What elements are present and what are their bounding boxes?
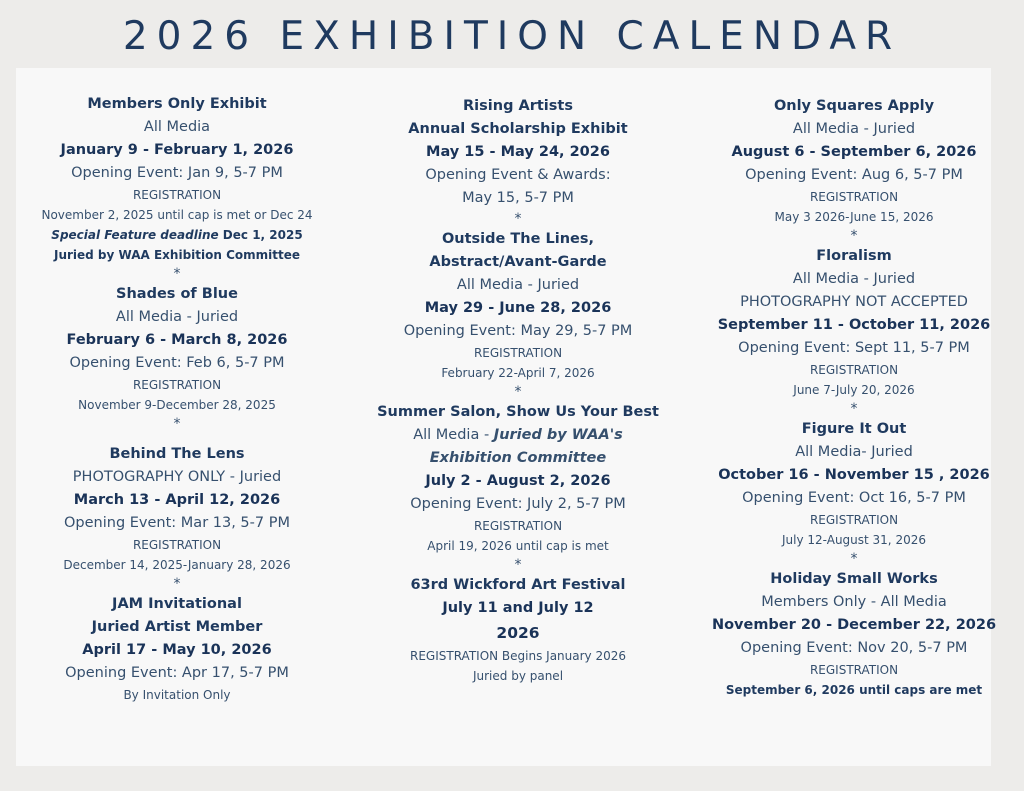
event-detail: Opening Event: Jan 9, 5-7 PM [71,165,283,181]
page-title: 2026 EXHIBITION CALENDAR [122,14,902,59]
event-title: Summer Salon, Show Us Your Best [377,404,659,420]
event-text-part: Juried by WAA's [493,427,623,443]
calendar-column-1 [16,93,338,705]
event-dates: April 17 - May 10, 2026 [82,642,272,658]
event-note: REGISTRATION [809,663,899,677]
event-dates: October 16 - November 15 , 2026 [718,467,990,483]
event-detail: All Media - Juried [456,277,580,293]
event-detail: All Media - Juried [115,309,239,325]
event-detail [353,424,683,447]
event-text-part: All Media - [413,427,494,443]
event-rising-artists [353,95,683,228]
event-note: REGISTRATION [809,513,899,527]
event-detail: PHOTOGRAPHY NOT ACCEPTED [740,294,968,310]
event-detail: Opening Event: Apr 17, 5-7 PM [65,665,289,681]
event-note: June 7-July 20, 2026 [793,383,915,397]
separator-asterisk: * [514,211,522,227]
event-title: Shades of Blue [116,286,238,302]
event-dates: July 11 and July 12 [442,600,594,616]
separator-asterisk: * [850,401,858,417]
calendar-column-3 [689,95,1019,700]
event-title: Behind The Lens [109,446,245,462]
event-detail: All Media - Juried [792,271,916,287]
event-dates: August 6 - September 6, 2026 [731,144,977,160]
event-dates: September 11 - October 11, 2026 [717,317,991,333]
event-detail: PHOTOGRAPHY ONLY - Juried [72,469,282,485]
event-title: Abstract/Avant-Garde [429,254,607,270]
event-note: REGISTRATION [132,538,222,552]
event-note: By Invitation Only [123,688,231,702]
event-title: Figure It Out [801,421,907,437]
spacer [16,433,338,443]
event-title: Holiday Small Works [770,571,938,587]
separator-asterisk: * [173,266,181,282]
event-note: November 2, 2025 until cap is met or Dec 24 [41,208,313,222]
event-detail: All Media- Juried [795,444,913,460]
event-note: April 19, 2026 until cap is met [427,539,609,553]
event-floralism [689,245,1019,418]
event-only-squares-apply [689,95,1019,245]
separator-asterisk: * [514,557,522,573]
event-title: Annual Scholarship Exhibit [408,121,628,137]
calendar-panel [16,68,997,766]
separator-asterisk: * [850,551,858,567]
event-dates: November 20 - December 22, 2026 [711,617,997,633]
event-dates: February 6 - March 8, 2026 [66,332,288,348]
event-wickford-art-festival [353,574,683,686]
event-detail: Opening Event & Awards: [425,167,611,183]
event-shades-of-blue [16,283,338,443]
event-note: REGISTRATION [473,519,563,533]
event-title: Only Squares Apply [773,98,935,114]
event-detail: Opening Event: Feb 6, 5-7 PM [69,355,285,371]
event-outside-the-lines [353,228,683,401]
separator-asterisk: * [173,576,181,592]
event-text-part: Special Feature deadline [51,228,219,242]
separator-asterisk: * [514,384,522,400]
event-summer-salon [353,401,683,574]
event-holiday-small-works [689,568,1019,700]
event-detail: Opening Event: Aug 6, 5-7 PM [745,167,963,183]
event-note: REGISTRATION [132,188,222,202]
event-members-only-exhibit [16,93,338,283]
event-note: REGISTRATION [809,190,899,204]
event-dates: July 2 - August 2, 2026 [425,473,611,489]
event-title: Members Only Exhibit [87,96,267,112]
event-dates: January 9 - February 1, 2026 [60,142,294,158]
event-note: September 6, 2026 until caps are met [725,683,983,697]
calendar-column-2 [353,95,683,686]
event-title: JAM Invitational [112,596,242,612]
event-detail: All Media [143,119,211,135]
event-text-part: Exhibition Committee [429,450,607,466]
event-title: Juried Artist Member [91,619,263,635]
event-detail [353,447,683,470]
event-text-part: Dec 1, 2025 [218,228,303,242]
event-note: REGISTRATION [132,378,222,392]
event-note: REGISTRATION Begins January 2026 [409,649,627,663]
event-detail: Opening Event: July 2, 5-7 PM [410,496,626,512]
event-note: REGISTRATION [809,363,899,377]
event-title: Outside The Lines, [441,231,595,247]
event-note [16,225,338,245]
event-dates: March 13 - April 12, 2026 [73,492,281,508]
event-behind-the-lens [16,443,338,593]
event-detail: Members Only - All Media [761,594,947,610]
event-note: December 14, 2025-January 28, 2026 [63,558,291,572]
event-detail: Opening Event: Mar 13, 5-7 PM [64,515,290,531]
event-note: Juried by panel [472,669,564,683]
event-title: Rising Artists [463,98,573,114]
event-note: May 3 2026-June 15, 2026 [774,210,934,224]
event-note: February 22-April 7, 2026 [441,366,595,380]
event-detail: Opening Event: Sept 11, 5-7 PM [738,340,970,356]
event-detail: May 15, 5-7 PM [462,190,574,206]
event-note: November 9-December 28, 2025 [78,398,276,412]
event-detail: Opening Event: Nov 20, 5-7 PM [740,640,968,656]
event-year: 2026 [496,624,540,642]
event-dates: May 15 - May 24, 2026 [426,144,610,160]
event-detail: Opening Event: Oct 16, 5-7 PM [742,490,966,506]
event-note: July 12-August 31, 2026 [782,533,926,547]
event-figure-it-out [689,418,1019,568]
event-dates: May 29 - June 28, 2026 [424,300,612,316]
event-note: REGISTRATION [473,346,563,360]
event-jam-invitational [16,593,338,705]
event-title: 63rd Wickford Art Festival [410,577,626,593]
separator-asterisk: * [850,228,858,244]
event-note: Juried by WAA Exhibition Committee [53,248,301,262]
event-detail: All Media - Juried [792,121,916,137]
separator-asterisk: * [173,416,181,432]
event-detail: Opening Event: May 29, 5-7 PM [403,323,633,339]
event-title: Floralism [816,248,892,264]
